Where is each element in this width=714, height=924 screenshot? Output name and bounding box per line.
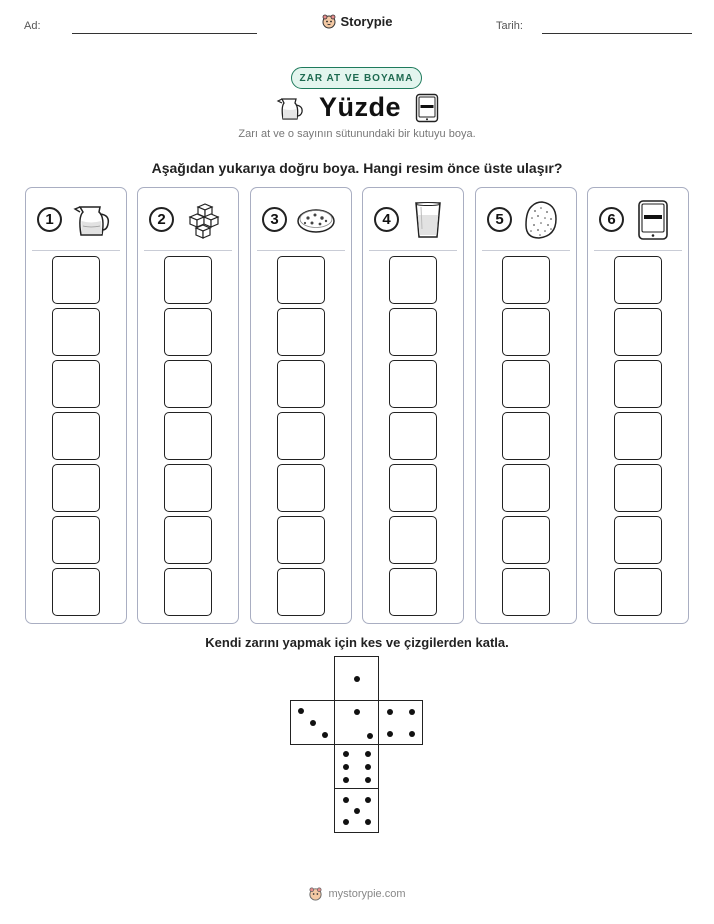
storypie-mascot-icon bbox=[321, 13, 337, 29]
column-divider bbox=[369, 250, 457, 251]
color-box[interactable] bbox=[614, 360, 662, 408]
color-box[interactable] bbox=[164, 568, 212, 616]
dice-face-2 bbox=[334, 700, 379, 745]
dice-face-1 bbox=[334, 656, 379, 701]
color-box[interactable] bbox=[614, 308, 662, 356]
sugar-cubes-icon bbox=[182, 199, 224, 241]
dice-pip bbox=[365, 751, 371, 757]
color-box[interactable] bbox=[52, 412, 100, 460]
color-box[interactable] bbox=[277, 360, 325, 408]
color-box[interactable] bbox=[614, 464, 662, 512]
color-box[interactable] bbox=[389, 360, 437, 408]
color-box[interactable] bbox=[614, 568, 662, 616]
pitcher-icon bbox=[70, 199, 112, 241]
color-box[interactable] bbox=[614, 516, 662, 564]
color-box[interactable] bbox=[502, 308, 550, 356]
color-box[interactable] bbox=[277, 464, 325, 512]
column-divider bbox=[482, 250, 570, 251]
color-box[interactable] bbox=[389, 464, 437, 512]
color-box[interactable] bbox=[277, 516, 325, 564]
cut-instruction: Kendi zarını yapmak için kes ve çizgilerden katla. bbox=[205, 635, 509, 650]
activity-badge: ZAR AT VE BOYAMA bbox=[291, 67, 422, 89]
dice-pip bbox=[343, 819, 349, 825]
color-box[interactable] bbox=[52, 360, 100, 408]
tablet-icon bbox=[632, 199, 674, 241]
dice-pip bbox=[409, 731, 415, 737]
color-box[interactable] bbox=[502, 412, 550, 460]
dice-pip bbox=[310, 720, 316, 726]
dice-pip bbox=[367, 733, 373, 739]
color-box[interactable] bbox=[52, 464, 100, 512]
color-box[interactable] bbox=[389, 308, 437, 356]
dice-pip bbox=[354, 808, 360, 814]
column-divider bbox=[32, 250, 120, 251]
color-box[interactable] bbox=[164, 256, 212, 304]
dice-pip bbox=[343, 797, 349, 803]
color-box[interactable] bbox=[164, 516, 212, 564]
pitcher-icon bbox=[275, 94, 305, 122]
column-2 bbox=[137, 187, 239, 624]
color-box[interactable] bbox=[389, 568, 437, 616]
color-box[interactable] bbox=[164, 464, 212, 512]
column-header bbox=[476, 188, 576, 250]
color-box[interactable] bbox=[277, 412, 325, 460]
column-number: 6 bbox=[599, 207, 624, 232]
column-3 bbox=[250, 187, 352, 624]
color-box[interactable] bbox=[389, 516, 437, 564]
tablet-icon bbox=[415, 93, 439, 123]
color-box[interactable] bbox=[614, 256, 662, 304]
dice-pip bbox=[365, 797, 371, 803]
dice-pip bbox=[409, 709, 415, 715]
dice-face-4 bbox=[378, 700, 423, 745]
dice-pip bbox=[343, 777, 349, 783]
column-number: 1 bbox=[37, 207, 62, 232]
date-line[interactable] bbox=[542, 33, 692, 34]
column-divider bbox=[257, 250, 345, 251]
color-box[interactable] bbox=[502, 568, 550, 616]
color-box[interactable] bbox=[277, 256, 325, 304]
column-header bbox=[26, 188, 126, 250]
color-box[interactable] bbox=[502, 516, 550, 564]
column-4 bbox=[362, 187, 464, 624]
color-box[interactable] bbox=[502, 464, 550, 512]
column-header bbox=[588, 188, 688, 250]
color-box[interactable] bbox=[277, 568, 325, 616]
color-box[interactable] bbox=[164, 412, 212, 460]
title-row bbox=[0, 92, 714, 123]
color-box[interactable] bbox=[52, 308, 100, 356]
color-box[interactable] bbox=[614, 412, 662, 460]
date-label: Tarih: bbox=[496, 20, 523, 32]
dice-pip bbox=[298, 708, 304, 714]
color-box[interactable] bbox=[164, 308, 212, 356]
page-title: Yüzde bbox=[318, 92, 401, 122]
column-number: 2 bbox=[149, 207, 174, 232]
color-box[interactable] bbox=[277, 308, 325, 356]
column-divider bbox=[144, 250, 232, 251]
brand-name: Storypie bbox=[340, 13, 393, 29]
column-header bbox=[363, 188, 463, 250]
name-line[interactable] bbox=[72, 33, 257, 34]
storypie-mascot-icon bbox=[308, 886, 323, 901]
dice-pip bbox=[354, 709, 360, 715]
potato-icon bbox=[520, 199, 562, 241]
name-label: Ad: bbox=[24, 20, 41, 32]
color-box[interactable] bbox=[389, 256, 437, 304]
column-header bbox=[251, 188, 351, 250]
brand-logo bbox=[0, 13, 714, 29]
subtitle: Zarı at ve o sayının sütunundaki bir kutuyu boya. bbox=[238, 128, 476, 140]
dice-pip bbox=[387, 731, 393, 737]
color-box[interactable] bbox=[52, 516, 100, 564]
column-header bbox=[138, 188, 238, 250]
column-1 bbox=[25, 187, 127, 624]
color-box[interactable] bbox=[389, 412, 437, 460]
dice-pip bbox=[365, 819, 371, 825]
cookie-icon bbox=[295, 199, 337, 241]
dice-pip bbox=[365, 777, 371, 783]
column-5 bbox=[475, 187, 577, 624]
dice-face-6 bbox=[334, 744, 379, 789]
column-number: 3 bbox=[262, 207, 287, 232]
dice-face-5 bbox=[334, 788, 379, 833]
color-box[interactable] bbox=[164, 360, 212, 408]
instruction-text: Aşağıdan yukarıya doğru boya. Hangi resim önce üste ulaşır? bbox=[151, 160, 563, 176]
dice-pip bbox=[365, 764, 371, 770]
dice-pip bbox=[354, 676, 360, 682]
dice-face-3 bbox=[290, 700, 335, 745]
color-box[interactable] bbox=[52, 256, 100, 304]
color-box[interactable] bbox=[52, 568, 100, 616]
column-divider bbox=[594, 250, 682, 251]
color-box[interactable] bbox=[502, 256, 550, 304]
dice-pip bbox=[322, 732, 328, 738]
dice-pip bbox=[343, 764, 349, 770]
color-box[interactable] bbox=[502, 360, 550, 408]
dice-pip bbox=[343, 751, 349, 757]
dice-pip bbox=[387, 709, 393, 715]
glass-icon bbox=[407, 199, 449, 241]
column-number: 4 bbox=[374, 207, 399, 232]
column-6 bbox=[587, 187, 689, 624]
footer-url[interactable]: mystorypie.com bbox=[328, 887, 406, 900]
column-number: 5 bbox=[487, 207, 512, 232]
footer bbox=[0, 886, 714, 901]
